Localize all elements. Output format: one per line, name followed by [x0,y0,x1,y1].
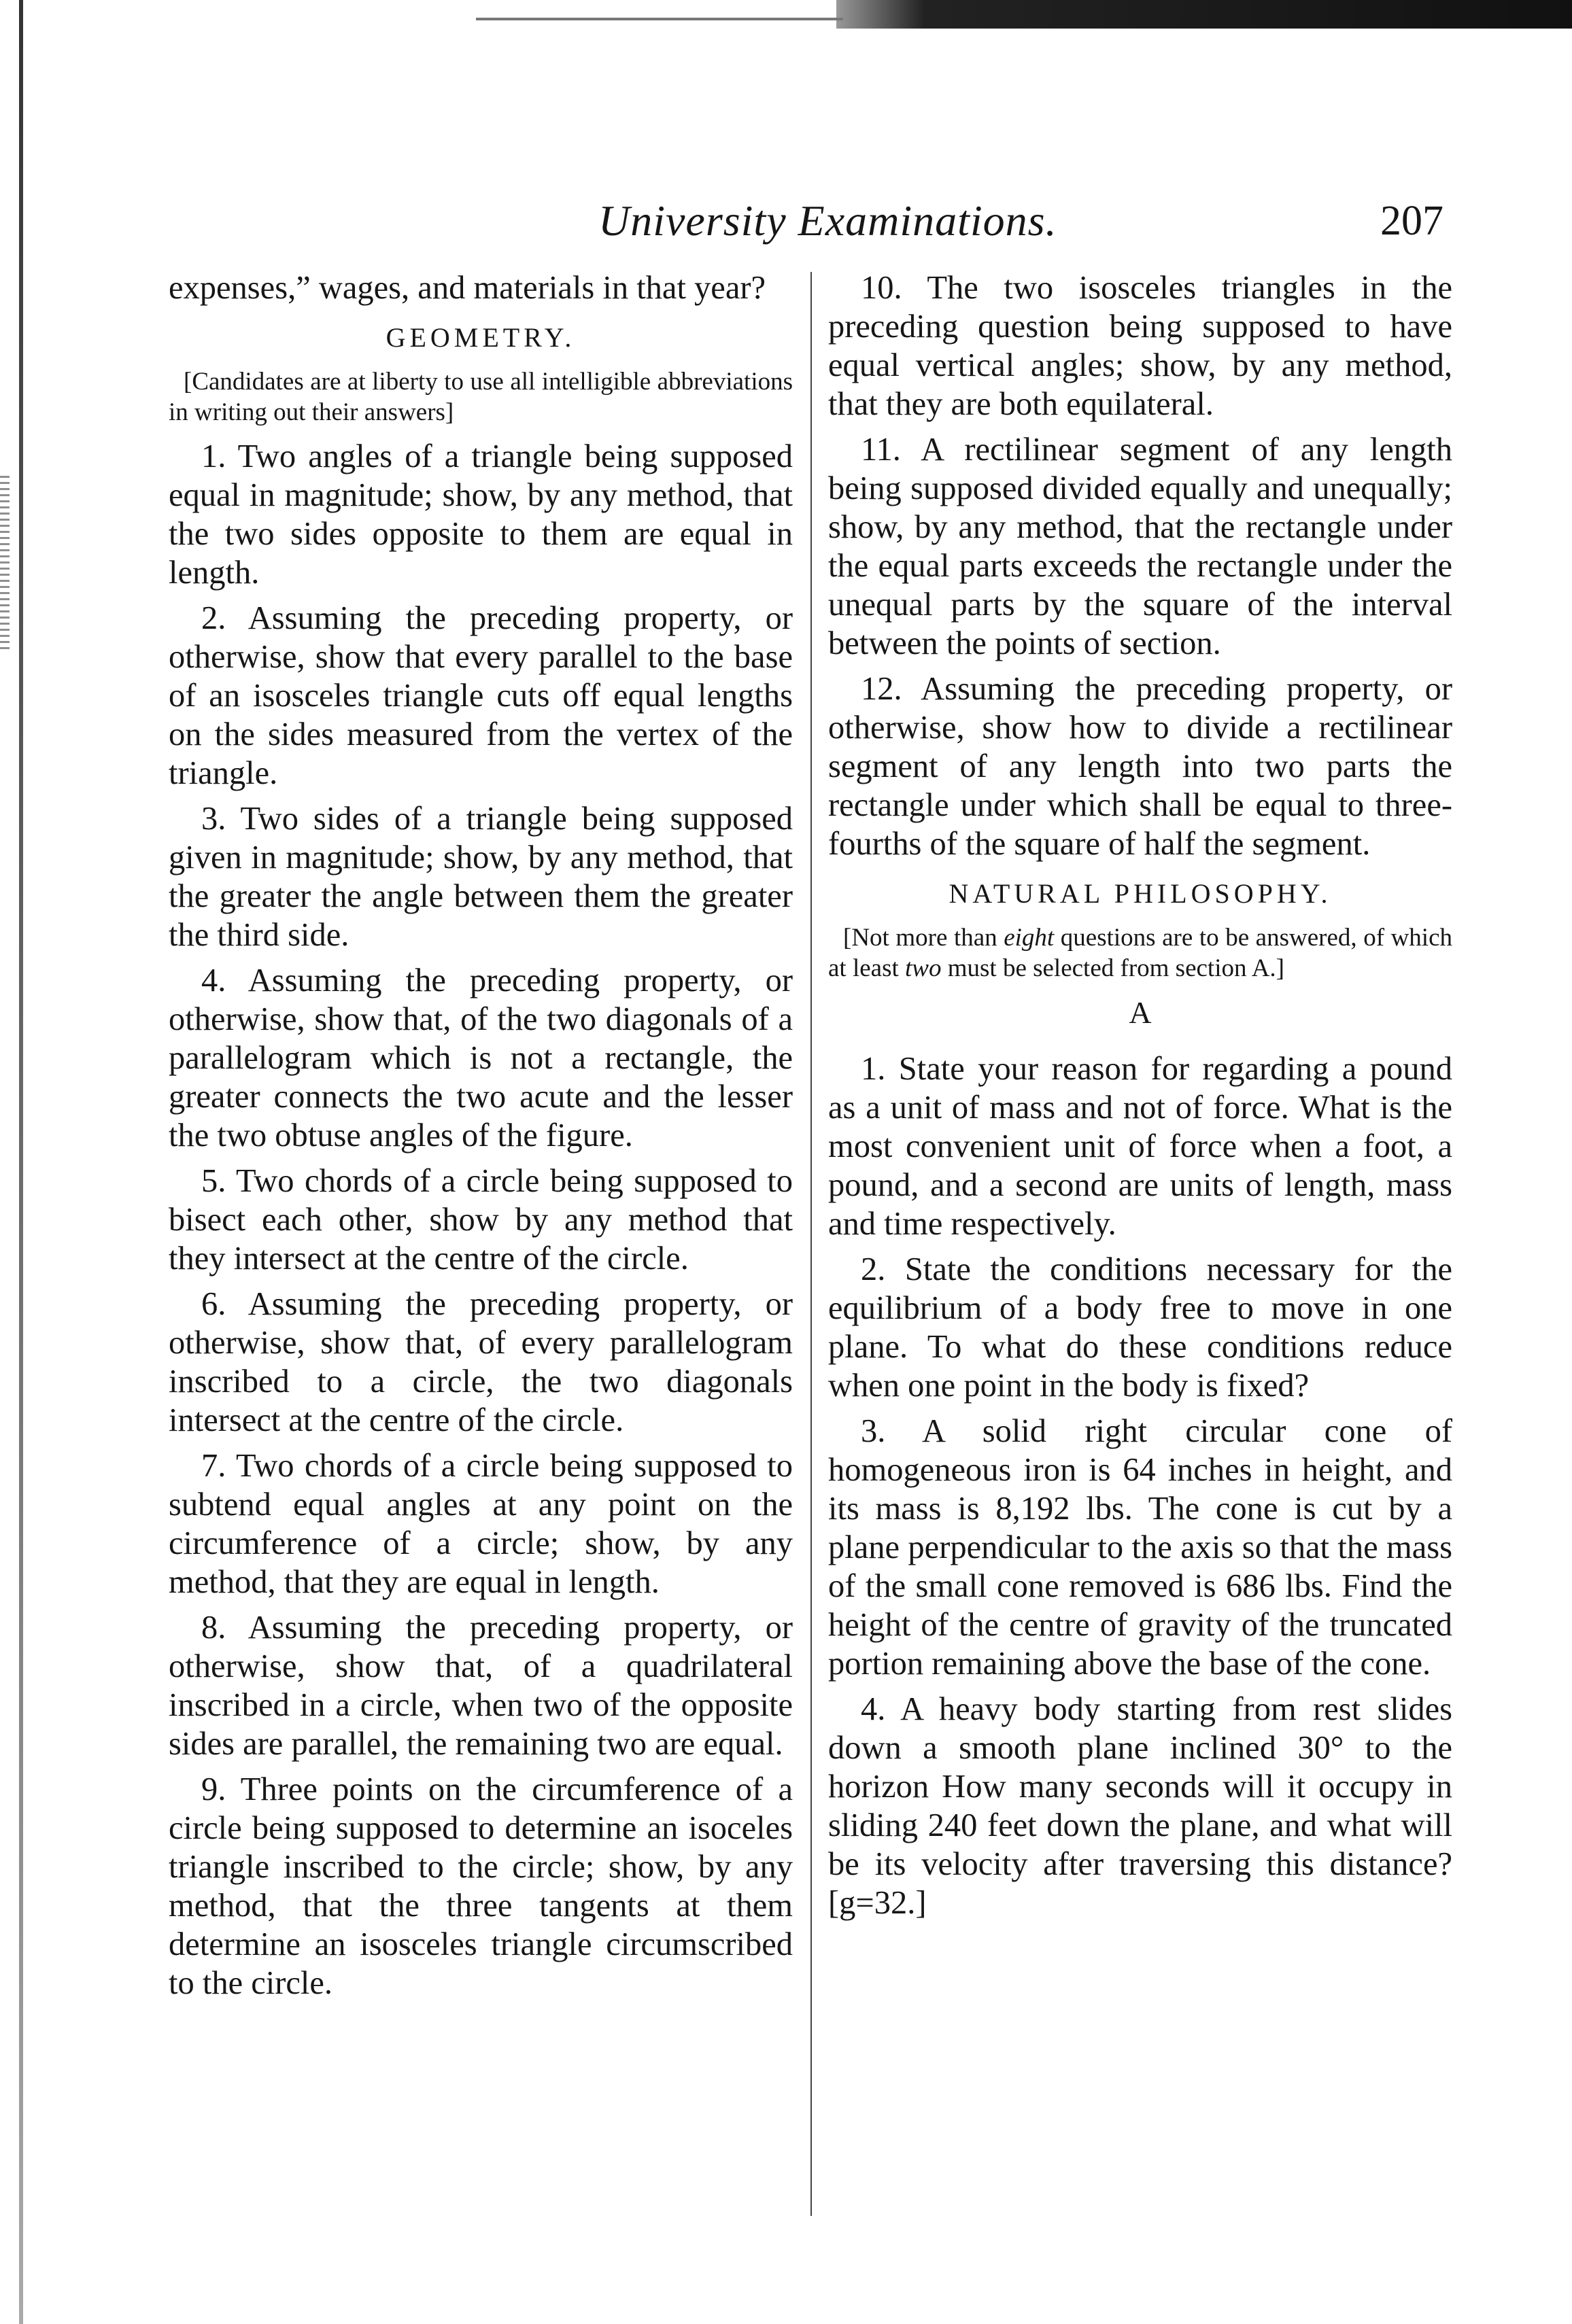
question-4: 4. Assuming the preceding property, or otherwise, show that, of the two diagonals of a parallelogram which is not a rectangle, the greater connects the two acute and the lesser the two obtuse angles of the figure. [169,962,793,1154]
left-column [169,268,793,2009]
physics-question-4: 4. A heavy body starting from rest slides down a smooth plane inclined 30° to the horizon How many seconds will it occupy in sliding 240 feet down the plane, and what will be its velocity after traversing this distance? [g=32.] [828,1691,1452,1921]
section-a-label: A [1129,995,1152,1030]
geometry-heading: GEOMETRY. [386,322,576,353]
natural-philosophy-note: [Not more than eight questions are to be answered, of which at least two must be selected from section A.] [828,924,1452,982]
question-8: 8. Assuming the preceding property, or otherwise, show that, of a quadrilateral inscribed in a circle, when two of the opposite sides are parallel, the remaining two are equal. [169,1610,793,1762]
running-title: University Examinations. [598,196,1057,245]
scan-edge-left [19,0,23,2324]
question-2: 2. Assuming the preceding property, or otherwise, show that every parallel to the base of an isosceles triangle cuts off equal lengths on the sides measured from the vertex of the triangle. [169,600,793,791]
scan-rule-top [476,18,843,20]
geometry-note: [Candidates are at liberty to use all intelligible abbreviations in writing out their answers] [169,368,793,426]
running-header [0,190,1572,252]
right-column [828,268,1452,1929]
question-9: 9. Three points on the circumference of a circle being supposed to determine an isoceles triangle inscribed to the circle; show, by any method, that the three tangents at them determine an isosceles triangle circumscribed to the circle. [169,1771,793,2001]
question-6: 6. Assuming the preceding property, or otherwise, show that, of every parallelogram inscribed to a circle, the two diagonals intersect at the centre of the circle. [169,1286,793,1438]
question-11: 11. A rectilinear segment of any length being supposed divided equally and unequally; show, by any method, that the rectangle under the equal parts exceeds the rectangle under the unequal parts by the square of the interval between the points of section. [828,432,1452,661]
natural-philosophy-heading: NATURAL PHILOSOPHY. [949,878,1332,909]
scan-edge-top [836,0,1572,29]
physics-question-1: 1. State your reason for regarding a pound as a unit of mass and not of force. What is the most convenient unit of force when a foot, a pound, and a second are units of length, mass and time respectively. [828,1051,1452,1242]
column-divider [810,272,812,2216]
question-5: 5. Two chords of a circle being supposed to bisect each other, show by any method that they intersect at the centre of the circle. [169,1163,793,1277]
question-3: 3. Two sides of a triangle being supposed given in magnitude; show, by any method, that the greater the angle between them the greater the third side. [169,801,793,953]
question-1: 1. Two angles of a triangle being supposed equal in magnitude; show, by any method, that the two sides opposite to them are equal in length. [169,438,793,591]
question-12: 12. Assuming the preceding property, or otherwise, show how to divide a rectilinear segment of any length into two parts the rectangle under which shall be equal to three-fourths of the square of half the segment. [828,671,1452,862]
question-7: 7. Two chords of a circle being supposed to subtend equal angles at any point on the circumference of a circle; show, by any method, that they are equal in length. [169,1448,793,1600]
physics-question-3: 3. A solid right circular cone of homogeneous iron is 64 inches in height, and its mass is 8,192 lbs. The cone is cut by a plane perpendicular to the axis so that the mass of the small cone removed is 686 lbs. Find the height of the centre of gravity of the truncated portion remaining above the base of the cone. [828,1413,1452,1682]
continuation-text: expenses,” wages, and materials in that year? [169,270,766,306]
scan-edge-marks [0,476,10,653]
page-number: 207 [1380,198,1443,244]
physics-question-2: 2. State the conditions necessary for the equilibrium of a body free to move in one plane. To what do these conditions reduce when one point in the body is fixed? [828,1251,1452,1404]
question-10: 10. The two isosceles triangles in the preceding question being supposed to have equal vertical angles; show, by any method, that they are both equilateral. [828,270,1452,422]
